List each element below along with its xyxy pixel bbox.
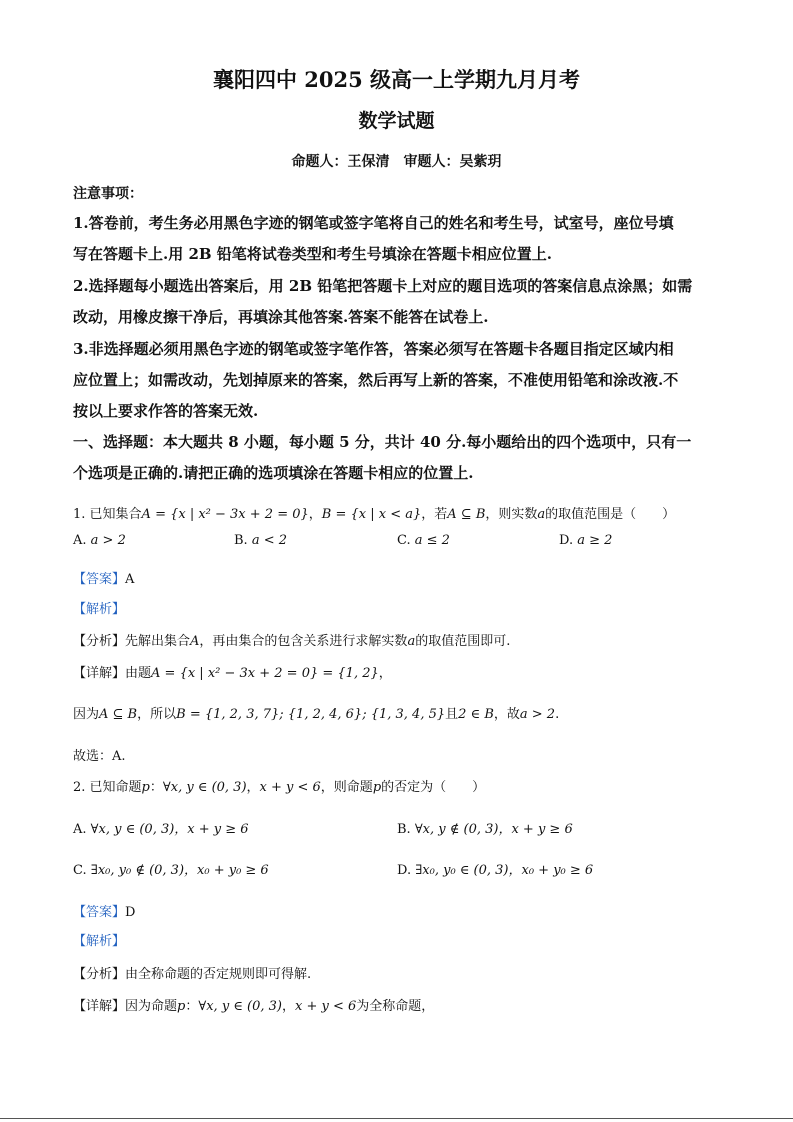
q1-option-d: D. a ≥ 2 <box>559 533 613 548</box>
q2-stem: 2. 已知命题p：∀x, y ∈ (0, 3)，x + y < 6，则命题p的否定为（ ） <box>73 780 486 795</box>
note-line-6: 应位置上；如需改动，先划掉原来的答案，然后再写上新的答案，不准使用铅笔和涂改液.不 <box>73 371 679 389</box>
note-line-4: 改动，用橡皮擦干净后，再填涂其他答案.答案不能答在试卷上. <box>73 308 489 326</box>
q1-set-b: B = {x | x < a} <box>321 507 422 522</box>
section-line-1: 一、选择题：本大题共 8 小题，每小题 5 分，共计 40 分.每小题给出的四个选项中，只有一 <box>73 433 692 451</box>
notes-heading: 注意事项： <box>73 186 143 202</box>
q1-choose: 故选：A. <box>73 749 126 764</box>
q1-option-b: B. a < 2 <box>234 533 288 548</box>
q2-option-b: B. ∀x, y ∉ (0, 3)，x + y ≥ 6 <box>397 822 573 837</box>
note-line-2: 写在答题卡上.用 2B 铅笔将试卷类型和考生号填涂在答题卡相应位置上. <box>73 245 553 263</box>
q1-option-c: C. a ≤ 2 <box>397 533 450 548</box>
note-line-1: 1.答卷前，考生务必用黑色字迹的钢笔或签字笔将自己的姓名和考生号，试室号，座位号填 <box>73 214 674 232</box>
note-line-5: 3.非选择题必须用黑色字迹的钢笔或签字笔作答，答案必须写在答题卡各题目指定区域内相 <box>73 340 674 358</box>
page-bottom-divider <box>0 1118 793 1119</box>
q2-detail: 【详解】因为命题p：∀x, y ∈ (0, 3)，x + y < 6为全称命题， <box>73 999 435 1014</box>
q2-option-d: D. ∃x₀, y₀ ∈ (0, 3)，x₀ + y₀ ≥ 6 <box>397 863 594 878</box>
q1-detail: 【详解】由题A = {x | x² − 3x + 2 = 0} = {1, 2}， <box>73 666 392 681</box>
note-line-7: 按以上要求作答的答案无效. <box>73 402 259 420</box>
q2-answer: 【答案】D <box>73 905 136 920</box>
exam-authors: 命题人：王保清 审题人：吴紫玥 <box>291 154 502 170</box>
q2-option-c: C. ∃x₀, y₀ ∉ (0, 3)，x₀ + y₀ ≥ 6 <box>73 863 269 878</box>
q1-analysis-tag: 【解析】 <box>73 602 126 617</box>
q2-analysis-tag: 【解析】 <box>73 934 126 949</box>
q1-stem: 1. 已知集合A = {x | x² − 3x + 2 = 0}，B = {x | x < a}，若A ⊆ B，则实数a的取值范围是（ ） <box>73 507 676 522</box>
q2-option-a: A. ∀x, y ∈ (0, 3)，x + y ≥ 6 <box>73 822 249 837</box>
q1-fenxi: 【分析】先解出集合A，再由集合的包含关系进行求解实数a的取值范围即可. <box>73 634 511 649</box>
exam-subtitle: 数学试题 <box>358 110 435 132</box>
q1-because: 因为A ⊆ B，所以B = {1, 2, 3, 7}; {1, 2, 4, 6}; {1, 3, 4, 5}且2 ∈ B，故a > 2. <box>73 707 560 722</box>
section-line-2: 个选项是正确的.请把正确的选项填涂在答题卡相应的位置上. <box>73 464 474 482</box>
exam-title: 襄阳四中 2025 级高一上学期九月月考 <box>212 67 581 92</box>
q1-option-a: A. a > 2 <box>73 533 126 548</box>
q1-set-a: A = {x | x² − 3x + 2 = 0} <box>141 507 309 522</box>
note-line-3: 2.选择题每小题选出答案后，用 2B 铅笔把答题卡上对应的题目选项的答案信息点涂黑；如需 <box>73 277 693 295</box>
q2-fenxi: 【分析】由全称命题的否定规则即可得解. <box>73 967 312 982</box>
q1-answer: 【答案】A <box>73 572 135 587</box>
